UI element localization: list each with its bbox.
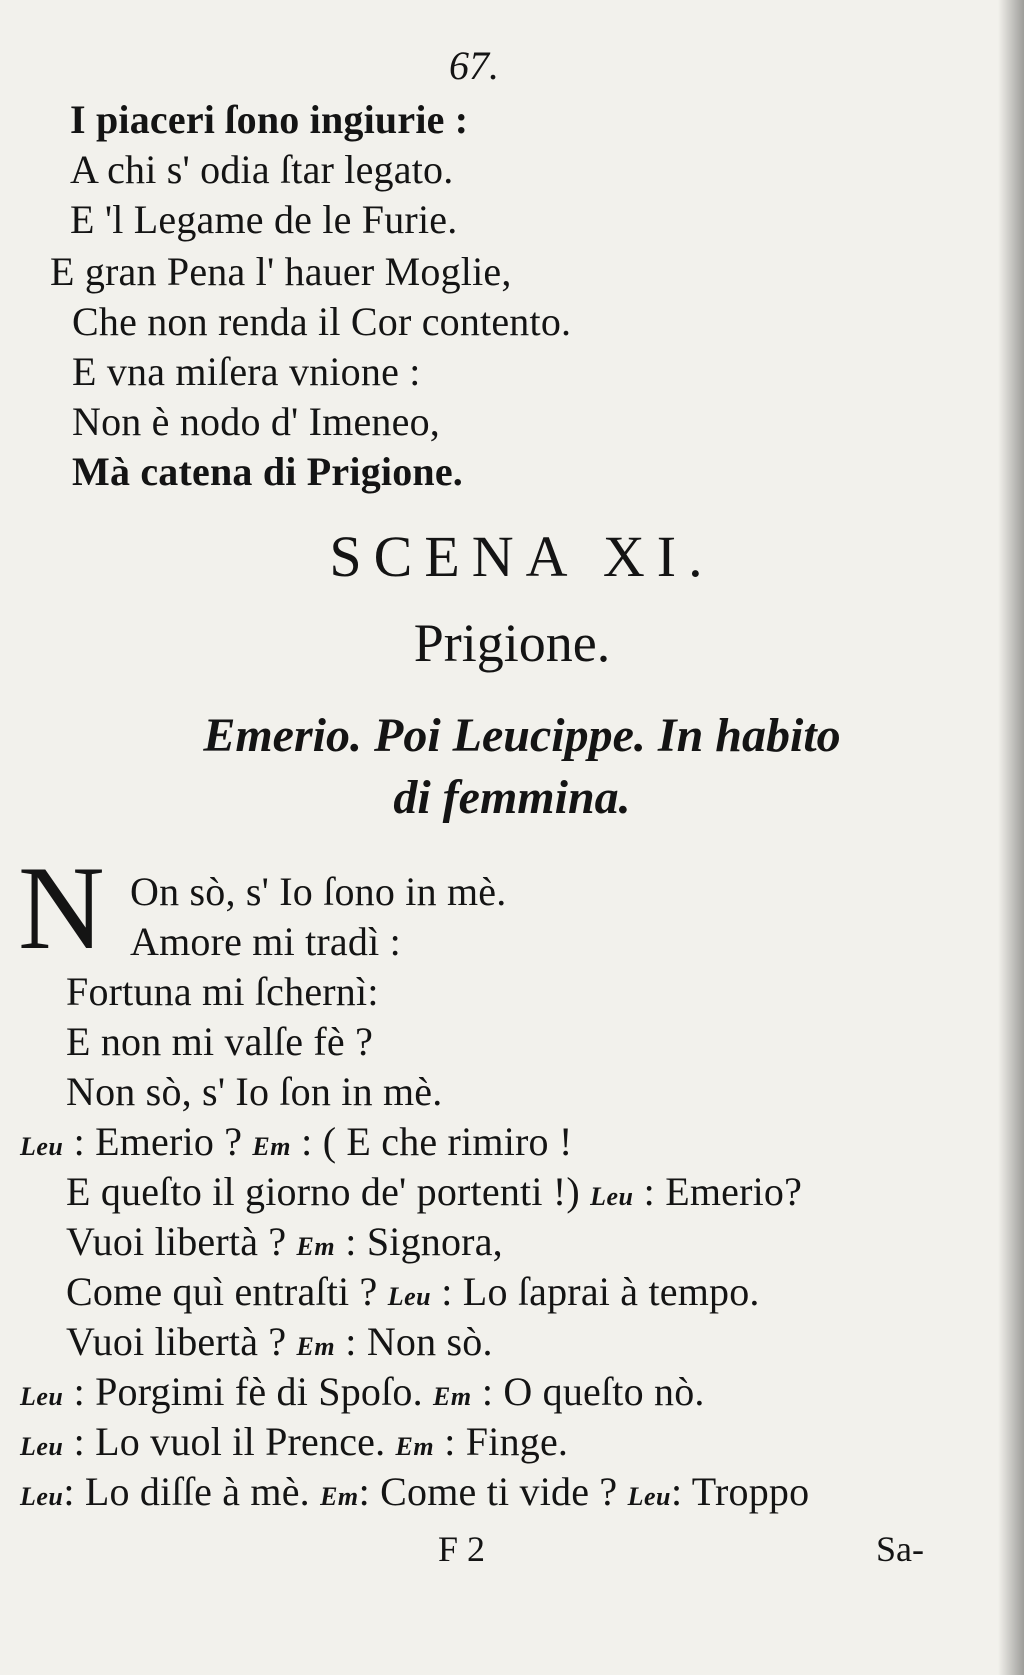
scene-characters-continued: di femmina. — [393, 771, 631, 824]
dialogue-text: : Lo ſaprai à tempo. — [431, 1269, 760, 1314]
speaker-label: Leu — [20, 1482, 64, 1511]
dialogue-text: : Emerio ? — [63, 1119, 253, 1164]
speaker-label: Em — [252, 1132, 291, 1161]
verse-line: E gran Pena l' hauer Moglie, — [50, 249, 512, 294]
dialogue-line: E non mi valſe fè ? — [66, 1019, 374, 1064]
speaker-label: Leu — [20, 1432, 64, 1461]
scene-setting: Prigione. — [413, 613, 611, 673]
dialogue-line — [66, 1318, 493, 1371]
dialogue-text: : Come ti vide ? — [358, 1469, 628, 1514]
scene-characters: Emerio. Poi Leucippe. In habito — [203, 709, 841, 762]
dialogue-text: : Troppo — [670, 1469, 810, 1514]
verse-line: Che non renda il Cor contento. — [72, 299, 572, 344]
dialogue-line — [20, 1118, 572, 1171]
dialogue-text: : O queſto nò. — [471, 1369, 705, 1414]
dialogue-text: : Non sò. — [335, 1319, 493, 1364]
verse-line: I piaceri ſono ingiurie : — [70, 97, 469, 142]
dialogue-text: : Finge. — [434, 1419, 569, 1464]
dialogue-text: Vuoi libertà ? — [66, 1319, 297, 1364]
speaker-label: Leu — [20, 1132, 64, 1161]
signature-mark: F 2 — [438, 1529, 486, 1569]
dialogue-line: Amore mi tradì : — [130, 919, 401, 964]
speaker-label: Em — [296, 1232, 336, 1261]
dialogue-text: Come quì entraſti ? — [66, 1269, 388, 1314]
dialogue-text: : Signora, — [335, 1219, 503, 1264]
dialogue-line — [20, 1418, 568, 1471]
drop-cap: N — [18, 841, 105, 974]
page-number: 67. — [449, 43, 499, 88]
speaker-label: Em — [296, 1332, 336, 1361]
dialogue-text: : Porgimi fè di Spoſo. — [63, 1369, 434, 1414]
dialogue-text: E queſto il giorno de' portenti !) — [66, 1169, 591, 1214]
dialogue-text: : Lo diſſe à mè. — [63, 1469, 321, 1514]
dialogue-line: On sò, s' Io ſono in mè. — [130, 869, 507, 914]
scene-title: SCENA XI. — [329, 524, 715, 589]
verse-line: E 'l Legame de le Furie. — [70, 197, 458, 242]
verse-line: Mà catena di Prigione. — [72, 449, 464, 494]
dialogue-line — [66, 1218, 503, 1271]
verse-line: Non è nodo d' Imeneo, — [72, 399, 440, 444]
speaker-label: Em — [395, 1432, 435, 1461]
dialogue-line — [66, 1268, 760, 1321]
dialogue-line: Non sò, s' Io ſon in mè. — [66, 1069, 443, 1114]
verse-line: A chi s' odia ſtar legato. — [70, 147, 454, 192]
speaker-label: Leu — [20, 1382, 64, 1411]
catchword: Sa- — [876, 1529, 924, 1569]
speaker-label: Leu — [627, 1482, 671, 1511]
dialogue-text: : ( E che rimiro ! — [290, 1119, 573, 1164]
dialogue-line — [20, 1368, 705, 1421]
speaker-label: Leu — [590, 1182, 634, 1211]
dialogue-text: : Emerio? — [633, 1169, 803, 1214]
dialogue-line: Fortuna mi ſchernì: — [66, 969, 379, 1014]
dialogue-text: Vuoi libertà ? — [66, 1219, 297, 1264]
dialogue-text: : Lo vuol il Prence. — [63, 1419, 396, 1464]
verse-line: E vna miſera vnione : — [72, 349, 421, 394]
dialogue-line — [66, 1168, 802, 1221]
speaker-label: Em — [433, 1382, 472, 1411]
dialogue-line — [20, 1468, 809, 1521]
speaker-label: Em — [320, 1482, 359, 1511]
speaker-label: Leu — [387, 1282, 432, 1311]
